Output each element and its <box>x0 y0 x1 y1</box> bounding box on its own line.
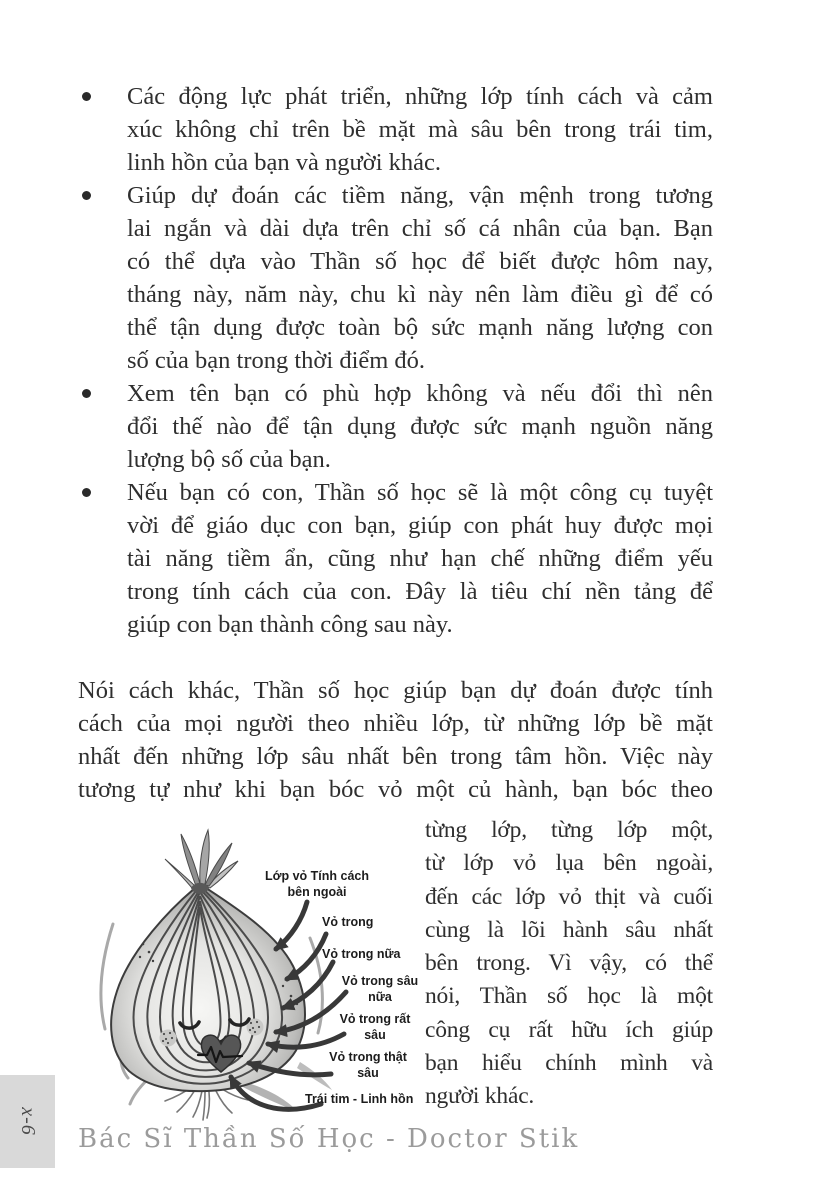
text-line: từ lớp vỏ lụa bên ngoài, <box>425 850 713 877</box>
text-line: công cụ rất hữu ích giúp <box>425 1016 713 1043</box>
text-line: cùng là lõi hành sâu nhất <box>425 916 713 943</box>
bullet-item <box>78 476 713 641</box>
text-line: nói, Thần số học là một <box>425 983 713 1010</box>
bullet-dot <box>78 377 127 476</box>
text-line: lượng bộ số của bạn. <box>127 446 331 473</box>
bullet-item <box>78 179 713 377</box>
page-number-tab <box>0 1075 55 1168</box>
wrapped-text-column <box>425 814 713 1114</box>
text-line: đến các lớp vỏ thịt và cuối <box>425 883 713 910</box>
text-line: trong tính cách của con. Đây là tiêu chí nền tảng để <box>127 578 713 605</box>
text-line: cách của mọi người theo nhiều lớp, từ những lớp bề mặt <box>78 710 713 737</box>
bullet-list <box>78 80 713 641</box>
text-line: linh hồn của bạn và người khác. <box>127 149 442 176</box>
text-line: Xem tên bạn có phù hợp không và nếu đổi thì nên <box>127 380 713 407</box>
text-line: Các động lực phát triển, những lớp tính cách và cảm <box>127 83 713 110</box>
bullet-dot <box>78 179 127 377</box>
text-line: tài năng tiềm ẩn, cũng như hạn chế những điểm yếu <box>127 545 713 572</box>
text-line: có thể dựa vào Thần số học để biết được hôm nay, <box>127 248 713 275</box>
text-line: từng lớp, từng lớp một, <box>425 817 713 843</box>
bullet-item <box>78 377 713 476</box>
figure-label: Trái tim - Linh hồn <box>305 1092 414 1106</box>
text-line: đổi thế nào để tận dụng được sức mạnh nguồn năng <box>127 413 713 440</box>
bullet-dot <box>78 476 127 641</box>
text-line: nhất đến những lớp sâu nhất bên trong tâm hồn. Việc này <box>78 743 713 770</box>
figure-label: Vỏ trong sâu nữa <box>341 974 419 1004</box>
text-line: vời để giáo dục con bạn, giúp con phát huy được mọi <box>127 512 713 539</box>
onion-diagram-illustration <box>95 826 430 1128</box>
text-line: Nếu bạn có con, Thần số học sẽ là một công cụ tuyệt <box>127 479 713 506</box>
text-line: tháng này, năm này, chu kì này nên làm điều gì để có <box>127 281 713 308</box>
text-line: bạn hiểu chính mình và <box>425 1050 713 1077</box>
text-line: thể tận dụng được toàn bộ sức mạnh năng lượng con <box>127 314 713 341</box>
book-footer: Bác Sĩ Thần Số Học - Doctor Stik <box>78 1124 580 1154</box>
figure-label: Vỏ trong rất sâu <box>339 1012 411 1042</box>
text-line: bên trong. Vì vậy, có thể <box>425 950 713 977</box>
onion-roots <box>165 1088 248 1120</box>
figure-label: Vỏ trong <box>322 915 374 929</box>
text-line: giúp con bạn thành công sau này. <box>127 611 453 638</box>
figure-label: Vỏ trong nữa <box>322 947 401 961</box>
page-content <box>78 80 713 1130</box>
text-line: xúc không chỉ trên bề mặt mà sâu bên trong trái tim, <box>127 116 713 143</box>
figure-label: Lớp vỏ Tính cách bên ngoài <box>264 869 370 899</box>
figure-label: Vỏ trong thật sâu <box>329 1050 407 1080</box>
text-line: Giúp dự đoán các tiềm năng, vận mệnh trong tương <box>127 182 713 209</box>
text-line: người khác. <box>425 1083 535 1110</box>
text-line: lai ngắn và dài dựa trên chỉ số cá nhân của bạn. Bạn <box>127 215 713 242</box>
figure-and-text-section <box>78 806 713 1130</box>
bullet-dot <box>78 80 127 179</box>
text-line: tương tự như khi bạn bóc vỏ một củ hành, bạn bóc theo <box>78 776 713 803</box>
page-number-label: x-6 <box>16 1107 39 1136</box>
body-paragraph <box>78 674 713 806</box>
text-line: số của bạn trong thời điểm đó. <box>127 347 426 374</box>
label-arrow <box>276 902 307 949</box>
text-line: Nói cách khác, Thần số học giúp bạn dự đoán được tính <box>78 677 713 704</box>
bullet-item <box>78 80 713 179</box>
onion-sprouts <box>165 830 238 888</box>
